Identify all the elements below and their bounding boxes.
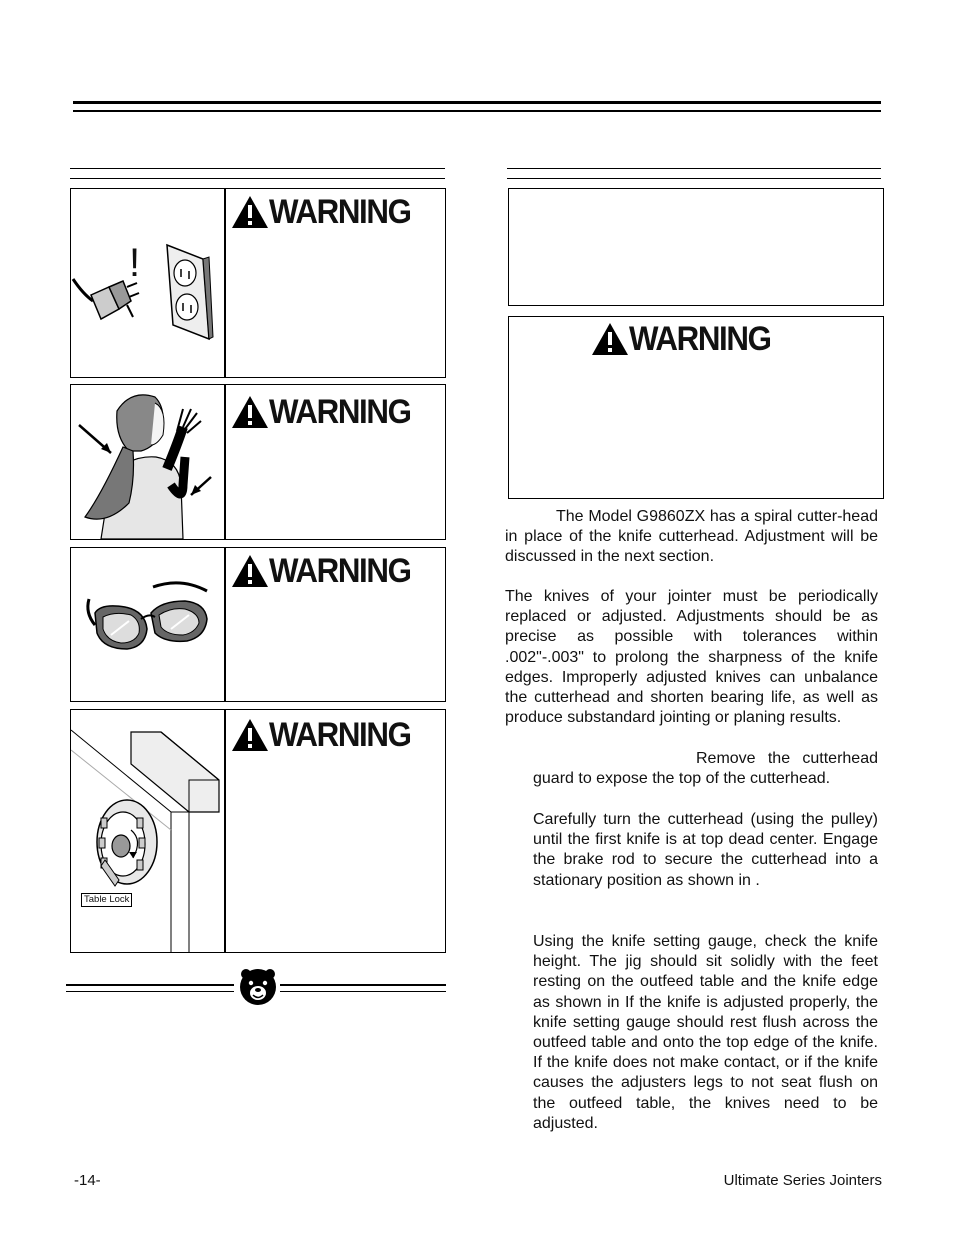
knives-paragraph: The knives of your jointer must be periodically replaced or adjusted. Adjustments should be as precise as possible with tolerances within .002"-.003" to prolong the sharpness of the knife edges. Improperly adjusted knives can unbalance the cutterhead and shorten bearing life, as well as produce substandard jointing or planing results. <box>505 588 878 727</box>
warning-header <box>231 554 423 588</box>
warning-label: WARNING <box>269 552 411 590</box>
warning-header <box>231 718 423 752</box>
warning-panel-electrical <box>70 188 446 378</box>
warning-box-right <box>508 316 884 499</box>
page-number: -14- <box>74 1172 101 1189</box>
panel-divider <box>224 385 226 539</box>
step-2: Carefully turn the cutterhead (using the pulley) until the first knife is at top dead center. Engage the brake rod to secure the cutterhead into a stationary position as shown in . <box>533 811 878 889</box>
note-box <box>508 188 884 306</box>
right-section-rule-2 <box>507 178 881 179</box>
right-section-rule-1 <box>507 168 881 169</box>
warning-triangle-icon <box>231 718 269 752</box>
header-rule-top <box>73 101 881 104</box>
left-section-rule-1 <box>70 168 445 169</box>
panel-divider <box>224 189 226 377</box>
warning-triangle-icon <box>231 195 269 229</box>
warning-label: WARNING <box>269 193 411 231</box>
panel-divider <box>224 710 226 952</box>
warning-header <box>231 195 423 229</box>
panel-divider <box>224 548 226 701</box>
end-rule-right-top <box>280 984 446 986</box>
step-3: Using the knife setting gauge, check the knife height. The jig should sit solidly with the feet resting on the outfeed table and the knife edge as shown in If the knife is adjusted properly, the knife setting gauge should rest flush across the outfeed table and onto the top edge of the knife. If the knife does not make contact, or if the knife causes the adjusters legs to not seat flush on the outfeed table, the knives need to be adjusted. <box>533 933 878 1132</box>
header-rule-bottom <box>73 110 881 112</box>
intro-paragraph: The Model G9860ZX has a spiral cutter-head in place of the knife cutterhead. Adjustment will be discussed in the next section. <box>505 508 878 566</box>
warning-header <box>591 322 783 356</box>
end-rule-left-top <box>66 984 234 986</box>
caution-mark: ! <box>129 241 141 285</box>
warning-triangle-icon <box>591 322 629 356</box>
safety-glasses-illustration <box>81 573 216 673</box>
bear-logo-icon <box>238 966 278 1006</box>
step-1: Remove the cutterhead guard to expose the top of the cutterhead. <box>533 750 878 788</box>
warning-label: WARNING <box>269 716 411 754</box>
end-rule-left-bottom <box>66 991 234 992</box>
table-lock-illustration <box>71 710 223 952</box>
warning-triangle-icon <box>231 554 269 588</box>
person-hair-illustration <box>71 385 223 539</box>
footer-series-title: Ultimate Series Jointers <box>723 1172 882 1189</box>
end-rule-right-bottom <box>280 991 446 992</box>
warning-label: WARNING <box>629 320 771 358</box>
warning-panel-loose-hair <box>70 384 446 540</box>
warning-panel-eye-protection <box>70 547 446 702</box>
plug-outlet-illustration <box>71 229 221 369</box>
warning-triangle-icon <box>231 395 269 429</box>
warning-header <box>231 395 423 429</box>
left-section-rule-2 <box>70 178 445 179</box>
table-lock-callout: Table Lock <box>81 893 132 907</box>
warning-panel-table-lock <box>70 709 446 953</box>
warning-label: WARNING <box>269 393 411 431</box>
